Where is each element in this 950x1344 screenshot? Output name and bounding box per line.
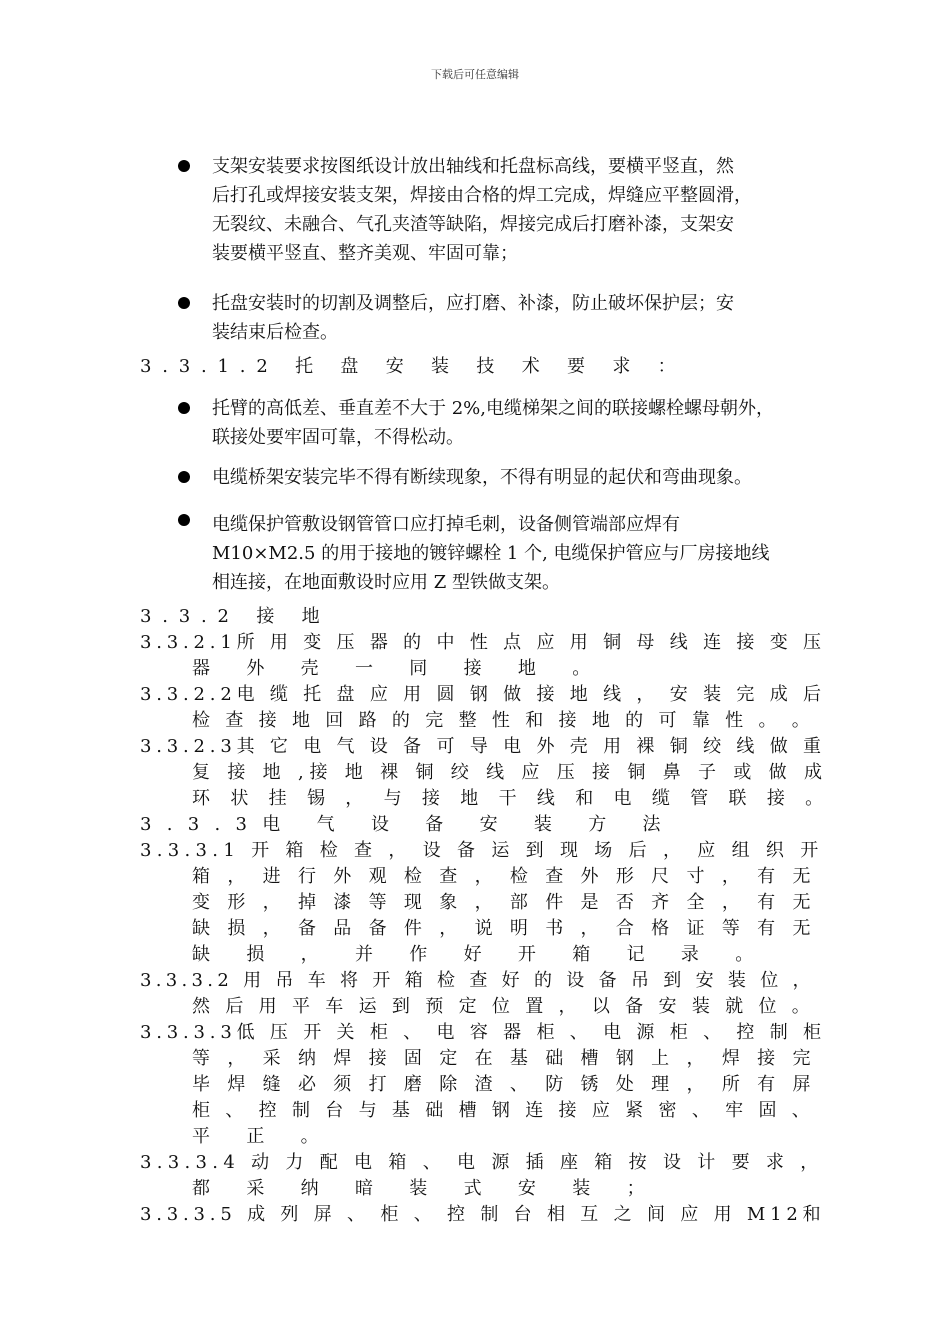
body-line: 等 ， 采 纳 焊 接 固 定 在 基 础 槽 钢 上 ， 焊 接 完 (192, 1048, 817, 1069)
bullet-icon (178, 402, 190, 414)
section-heading: 3.3.3电 气 设 备 安 装 方 法 (140, 814, 676, 835)
body-line: 3.3.2.3其 它 电 气 设 备 可 导 电 外 壳 用 裸 铜 绞 线 做 重 (140, 736, 826, 757)
bullet-line: 相连接，在地面敷设时应用 Z 型铁做支架。 (212, 572, 560, 593)
section-heading: 3.3.1.2 托 盘 安 装 技 术 要 求 ： (140, 356, 687, 377)
body-line: 柜 、 控 制 台 与 基 础 槽 钢 连 接 应 紧 密 、 牢 固 、 (192, 1100, 815, 1121)
bullet-line: 联接处要牢固可靠，不得松动。 (212, 427, 464, 448)
bullet-line: 电缆保护管敷设钢管管口应打掉毛刺，设备侧管端部应焊有 (212, 514, 680, 535)
body-line: 环 状 挂 锡 ， 与 接 地 干 线 和 电 缆 管 联 接 。 (192, 788, 831, 809)
body-line: 3.3.3.4 动 力 配 电 箱 、 电 源 插 座 箱 按 设 计 要 求 ， (140, 1152, 824, 1173)
body-line: 箱 ， 进 行 外 观 检 查 ， 检 查 外 形 尺 寸 ， 有 无 (192, 866, 817, 887)
bullet-line: 支架安装要求按图纸设计放出轴线和托盘标高线，要横平竖直，然 (212, 156, 734, 177)
bullet-line: 无裂纹、未融合、气孔夹渣等缺陷，焊接完成后打磨补漆，支架安 (212, 214, 734, 235)
bullet-line: 装要横平竖直、整齐美观、牢固可靠； (212, 243, 518, 264)
page-header: 下载后可任意编辑 (431, 68, 519, 81)
body-line: 3.3.3.2 用 吊 车 将 开 箱 检 查 好 的 设 备 吊 到 安 装 位 ， (140, 970, 815, 991)
body-line: 器 外 壳 一 同 接 地 。 (192, 658, 606, 679)
body-line: 检 查 接 地 回 路 的 完 整 性 和 接 地 的 可 靠 性 。 。 (192, 710, 815, 731)
body-line: 毕 焊 缝 必 须 打 磨 除 渣 、 防 锈 处 理 ， 所 有 屏 (192, 1074, 817, 1095)
bullet-icon (178, 297, 190, 309)
body-line: 3.3.3.5 成 列 屏 、 柜 、 控 制 台 相 互 之 间 应 用 M12和 (140, 1204, 826, 1225)
body-line: 都 采 纳 暗 装 式 安 装 ； (192, 1178, 660, 1199)
bullet-line: M10×M2.5 的用于接地的镀锌螺栓 1 个, 电缆保护管应与厂房接地线 (212, 543, 770, 564)
bullet-icon (178, 514, 190, 526)
bullet-line: 托臂的高低差、垂直差不大于 2%,电缆梯架之间的联接螺栓螺母朝外， (212, 398, 774, 419)
body-line: 3.3.2.2电 缆 托 盘 应 用 圆 钢 做 接 地 线 ， 安 装 完 成 后 (140, 684, 826, 705)
body-line: 3.3.2.1所 用 变 压 器 的 中 性 点 应 用 铜 母 线 连 接 变 压 (140, 632, 826, 653)
body-line: 平 正 。 (192, 1126, 334, 1147)
section-heading: 3.3.2 接 地 (140, 606, 331, 627)
body-line: 复 接 地 ,接 地 裸 铜 绞 线 应 压 接 铜 鼻 子 或 做 成 (192, 762, 828, 783)
bullet-line: 电缆桥架安装完毕不得有断续现象，不得有明显的起伏和弯曲现象。 (212, 467, 752, 488)
body-line: 变 形 ， 掉 漆 等 现 象 ， 部 件 是 否 齐 全 ， 有 无 (192, 892, 817, 913)
body-line: 缺 损 ， 备 品 备 件 ， 说 明 书 ， 合 格 证 等 有 无 (192, 918, 817, 939)
body-line: 3.3.3.1 开 箱 检 查 ， 设 备 运 到 现 场 后 ， 应 组 织 开 (140, 840, 824, 861)
bullet-line: 后打孔或焊接安装支架，焊接由合格的焊工完成，焊缝应平整圆滑， (212, 185, 752, 206)
body-line: 3.3.3.3低 压 开 关 柜 、 电 容 器 柜 、 电 源 柜 、 控 制 柜 (140, 1022, 826, 1043)
body-line: 然 后 用 平 车 运 到 预 定 位 置 ， 以 备 安 装 就 位 。 (192, 996, 815, 1017)
bullet-line: 装结束后检查。 (212, 322, 338, 343)
bullet-icon (178, 471, 190, 483)
bullet-line: 托盘安装时的切割及调整后，应打磨、补漆，防止破坏保护层；安 (212, 293, 734, 314)
body-line: 缺 损 ， 并 作 好 开 箱 记 录 。 (192, 944, 769, 965)
bullet-icon (178, 160, 190, 172)
